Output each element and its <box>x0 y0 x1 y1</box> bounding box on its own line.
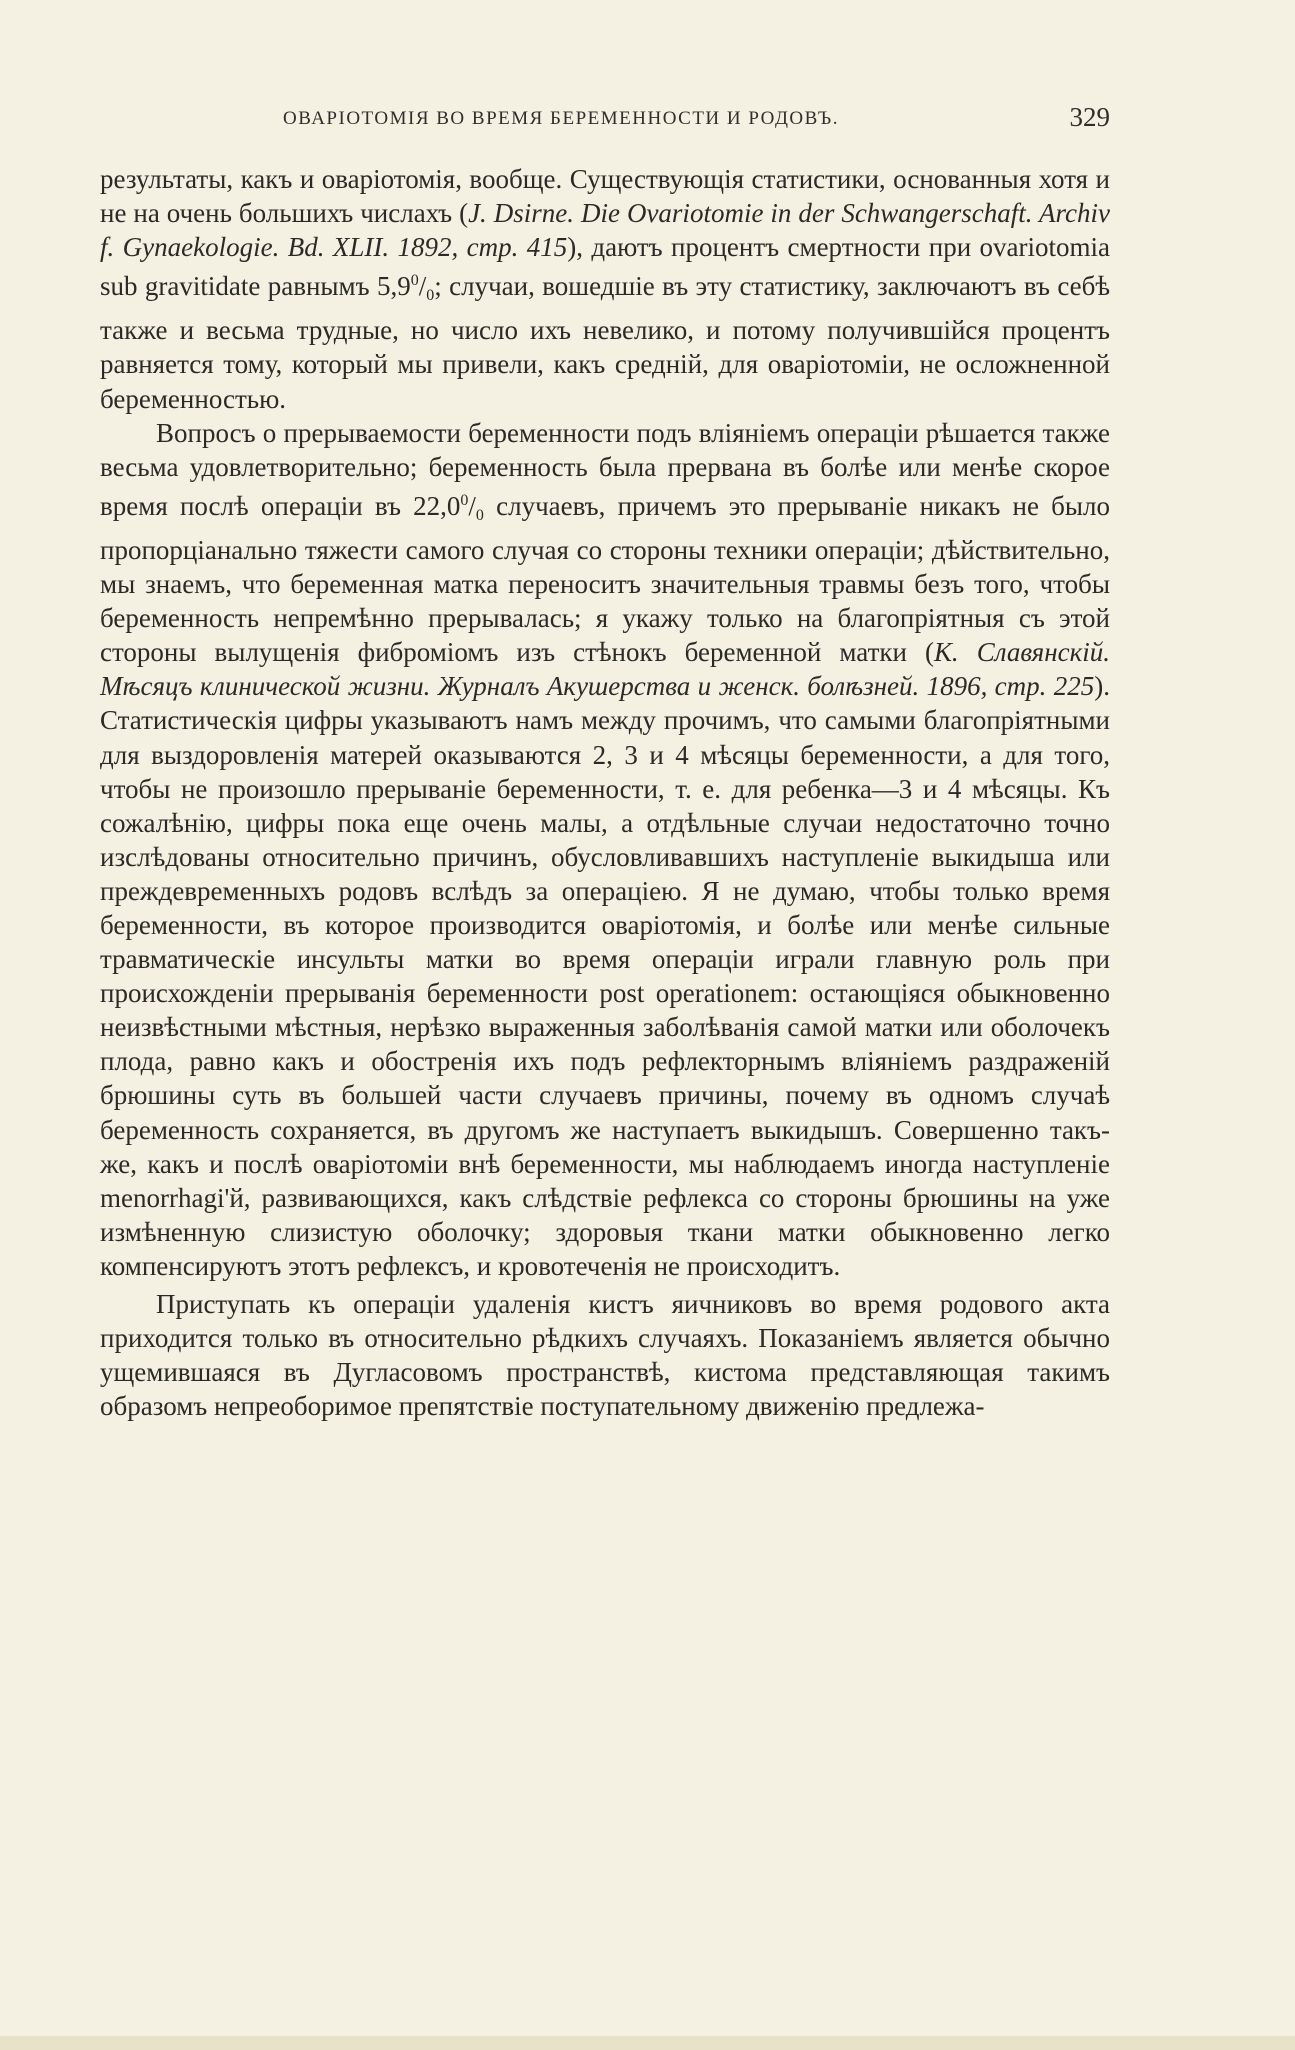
body-text <box>100 162 1110 1423</box>
page-header <box>100 102 1110 138</box>
paragraph <box>100 162 1110 416</box>
page-number: 329 <box>1069 102 1110 132</box>
citation-text: К. Славянскій. Мѣсяцъ клинической жизни. Журналъ Акушерства и женск. болѣзней. 1896, стр. 225 <box>100 637 1110 702</box>
paragraph-text: Вопросъ о прерываемости беременности подъ вліяніемъ операціи рѣшается также весьма удовлетворительно; беременность была прервана въ болѣе или менѣе скорое время послѣ операціи въ 22,0 <box>100 417 1110 521</box>
percent-subscript: 0 <box>426 287 435 305</box>
paragraph-text: ). Статистическія цифры указываютъ намъ между прочимъ, что самыми благопріятными для выздоровленія матерей оказываются 2, 3 и 4 мѣсяцы беременности, а для того, чтобы не произошло прерываніе беременности, т. е. для ребенка—3 и 4 мѣсяцы. Къ сожалѣнію, цифры пока еще очень малы, а отдѣльные случаи недостаточно точно изслѣдованы относительно причинъ, обусловливавшихъ наступленіе выкидыша или преждевременныхъ родовъ вслѣдъ за операціею. Я не думаю, чтобы только время беременности, въ которое производится оваріотомія, и болѣе или менѣе сильные травматическіе инсульты матки во время операціи играли главную роль при происхожденіи прерыванія беременности post operationem: остающіяся обыкновенно неизвѣстными мѣстныя, нерѣзко выраженныя заболѣванія самой матки или оболочекъ плода, равно какъ и обостренія ихъ подъ рефлекторнымъ вліяніемъ раздраженій брюшины суть въ большей части случаевъ причины, почему въ одномъ случаѣ беременность сохраняется, въ другомъ же наступаетъ выкидышъ. Совершенно такъ-же, какъ и послѣ оваріотоміи внѣ беременности, мы наблюдаемъ иногда наступленіе menorrhagi'й, развивающихся, какъ слѣдствіе рефлекса со стороны брюшины на уже измѣненную слизистую оболочку; здоровыя ткани матки обыкновенно легко компенсируютъ этотъ рефлексъ, и кровотеченія не происходитъ. <box>100 671 1110 1281</box>
percent-subscript: 0 <box>475 506 484 524</box>
percent-superscript: 0 <box>460 491 469 509</box>
percent-superscript: 0 <box>410 272 419 290</box>
paragraph-text: результаты, какъ и оваріотомія, вообще. Существующія статистики, основанныя хотя и не на очень большихъ числахъ ( <box>100 164 1110 229</box>
paragraph-text: / <box>468 490 476 521</box>
paragraph <box>100 1287 1110 1423</box>
paragraph-text: / <box>418 271 427 302</box>
paragraph-text: Приступать къ операціи удаленія кистъ яичниковъ во время родового акта приходится только въ относительно рѣдкихъ случаяхъ. Показаніемъ является обычно ущемившаяся въ Дугласовомъ пространствѣ, кистома представляющая такимъ образомъ непреоборимое препятствіе поступательному движенію предлежа- <box>100 1289 1110 1422</box>
paragraph-text: случаевъ, причемъ это прерываніе никакъ не было пропорціанально тяжести самого случая со стороны техники операціи; дѣйствительно, мы знаемъ, что беременная матка переноситъ значительныя травмы безъ того, чтобы беременность непремѣнно прерывалась; я укажу только на благопріятныя съ этой стороны вылущенія фиброміомъ изъ стѣнокъ беременной матки ( <box>100 490 1110 668</box>
paragraph-text: ; случаи, вошедшіе въ эту статистику, заключаютъ въ себѣ также и весьма трудные, но число ихъ невелико, и потому получившійся процентъ равняется тому, который мы привели, какъ средній, для оваріотоміи, не осложненной беременностью. <box>100 271 1111 414</box>
paragraph-text: ), даютъ процентъ смертности при ovariotomia sub gravitidate равнымъ 5,9 <box>100 232 1110 302</box>
citation-text: J. Dsirne. Die Ovariotomie in der Schwangerschaft. Archiv f. Gynaekologie. Bd. XLII. 1892, стр. 415 <box>100 198 1110 263</box>
running-title: ОВАРІОТОМІЯ ВО ВРЕМЯ БЕРЕМЕННОСТИ И РОДОВЪ. <box>283 108 839 129</box>
paragraph <box>100 416 1110 1283</box>
page-bottom-edge <box>0 2036 1295 2050</box>
